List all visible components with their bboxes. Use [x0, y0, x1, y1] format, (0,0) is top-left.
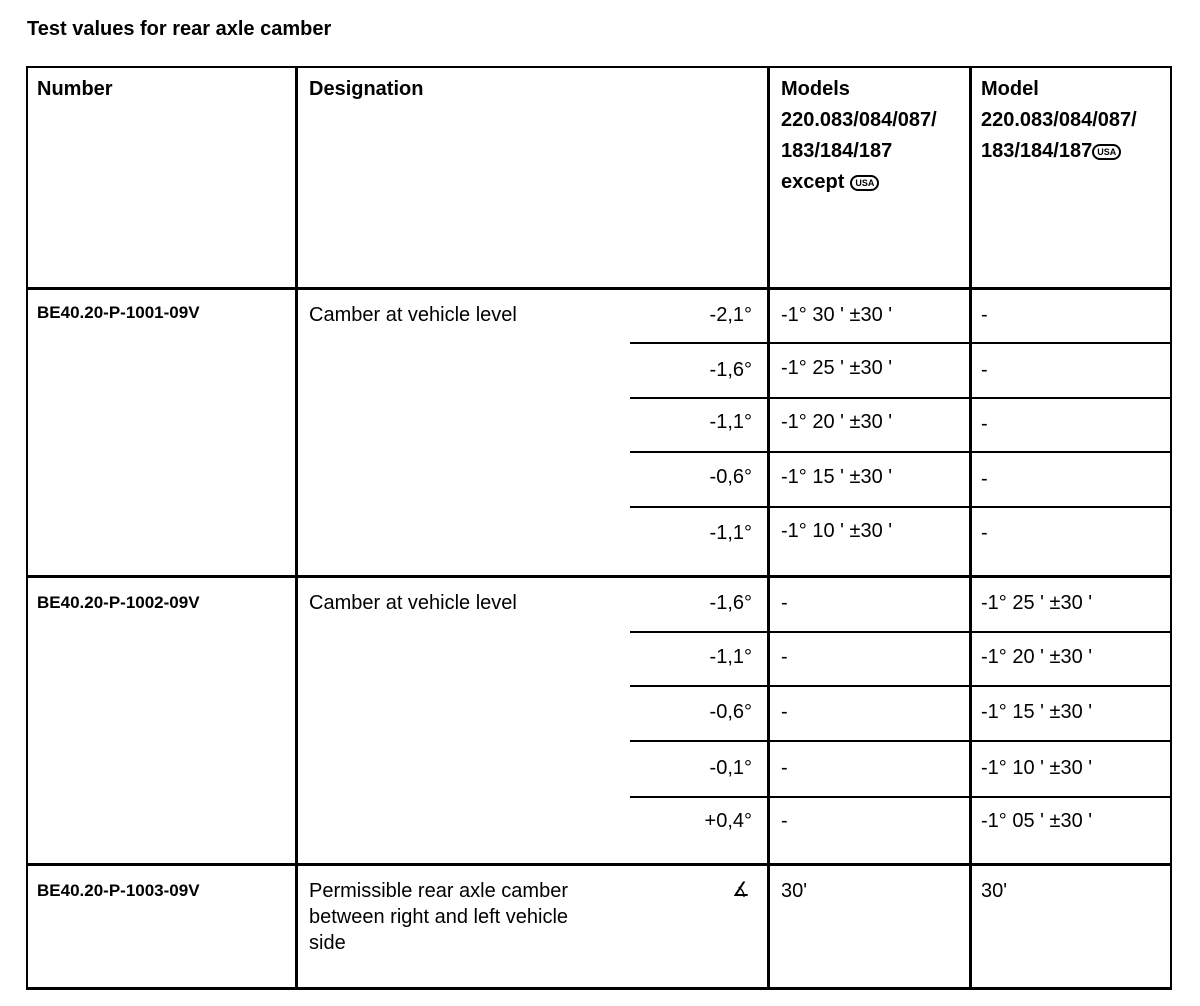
camber-value: - — [981, 522, 988, 544]
camber-value: -1° 10 ' ±30 ' — [981, 757, 1093, 779]
camber-value: - — [981, 413, 988, 435]
group-number: BE40.20-P-1003-09V — [37, 881, 200, 900]
group-number: BE40.20-P-1001-09V — [37, 303, 200, 322]
camber-value: - — [981, 468, 988, 490]
vehicle-level: -1,1° — [709, 646, 752, 668]
group-designation: Permissible rear axle camber between right and left vehicle side — [309, 880, 569, 954]
camber-value: -1° 15 ' ±30 ' — [981, 701, 1093, 723]
camber-value: -1° 20 ' ±30 ' — [981, 646, 1093, 668]
vehicle-level: -0,6° — [709, 466, 752, 488]
vehicle-level: -0,1° — [709, 757, 752, 779]
vehicle-level: -1,6° — [709, 359, 752, 381]
vehicle-level: +0,4° — [704, 810, 752, 832]
camber-value: -1° 25 ' ±30 ' — [781, 357, 893, 379]
group-designation: Camber at vehicle level — [309, 592, 517, 614]
header-designation: Designation — [309, 78, 424, 100]
usa-mark-icon: USA — [850, 175, 879, 191]
camber-value: -1° 30 ' ±30 ' — [781, 304, 893, 326]
camber-value: - — [781, 646, 788, 668]
camber-value: - — [781, 701, 788, 723]
header-models-usa: Model 220.083/084/087/ 183/184/187 USA — [981, 78, 1137, 162]
camber-value: - — [781, 592, 788, 614]
camber-value: - — [781, 757, 788, 779]
camber-value: - — [981, 359, 988, 381]
camber-value: -1° 10 ' ±30 ' — [781, 520, 893, 542]
vehicle-level: -1,6° — [709, 592, 752, 614]
vehicle-level: -0,6° — [709, 701, 752, 723]
camber-value: 30' — [781, 880, 808, 902]
header-number: Number — [37, 78, 113, 100]
page-title: Test values for rear axle camber — [27, 18, 332, 40]
camber-value: -1° 05 ' ±30 ' — [981, 810, 1093, 832]
camber-value: -1° 25 ' ±30 ' — [981, 592, 1093, 614]
group-designation: Camber at vehicle level — [309, 304, 517, 326]
camber-value: - — [781, 810, 788, 832]
camber-value: 30' — [981, 880, 1008, 902]
camber-test-values-table — [26, 66, 1172, 990]
usa-mark-icon: USA — [1092, 144, 1121, 160]
header-models-except-usa: Models 220.083/084/087/ 183/184/187 except USA — [781, 78, 937, 193]
vehicle-level: -1,1° — [709, 411, 752, 433]
camber-value: -1° 15 ' ±30 ' — [781, 466, 893, 488]
camber-value: -1° 20 ' ±30 ' — [781, 411, 893, 433]
group-number: BE40.20-P-1002-09V — [37, 593, 200, 612]
camber-value: - — [981, 304, 988, 326]
vehicle-level: -2,1° — [709, 304, 752, 326]
vehicle-level: -1,1° — [709, 522, 752, 544]
angle-symbol-icon: ∡ — [732, 879, 750, 901]
